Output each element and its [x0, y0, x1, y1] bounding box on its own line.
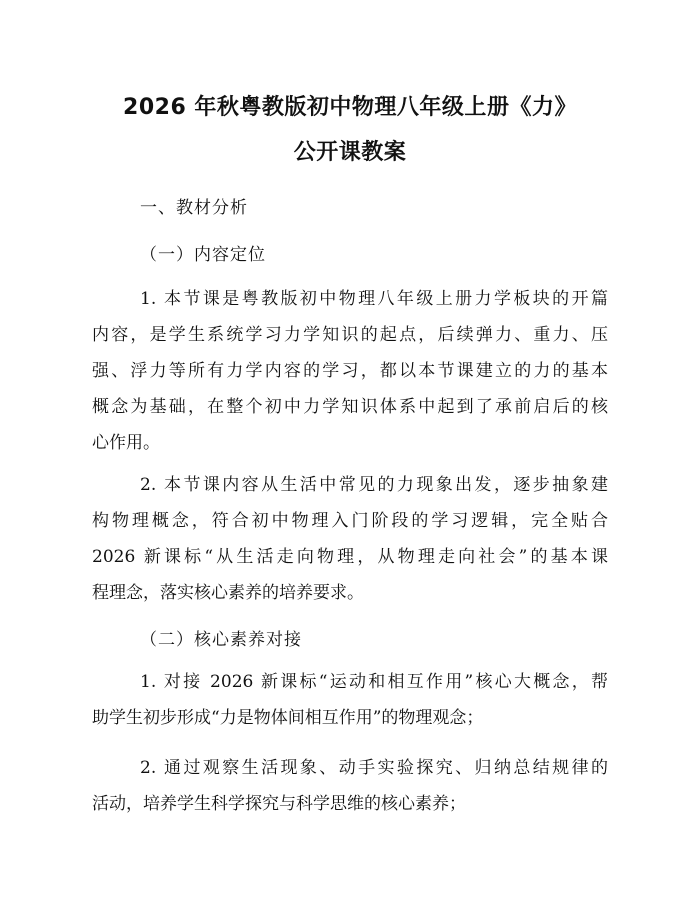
- paragraph-content-positioning-2: [92, 467, 608, 611]
- document-title-line-1: 2026 年秋粤教版初中物理八年级上册《力》: [123, 95, 577, 120]
- paragraph-line: 构物理概念，符合初中物理入门阶段的学习逻辑，完全贴合: [92, 511, 608, 531]
- paragraph-line: 内容，是学生系统学习力学知识的起点，后续弹力、重力、压: [92, 325, 608, 345]
- paragraph-content-positioning-1: [92, 281, 608, 461]
- document-title-line-2: 公开课教案: [293, 140, 407, 165]
- paragraph-line: 1. 对接 2026 新课标“运动和相互作用”核心大概念，帮: [140, 672, 608, 692]
- paragraph-line: 1. 本节课是粤教版初中物理八年级上册力学板块的开篇: [140, 289, 608, 309]
- subsection-heading-content-positioning: （一）内容定位: [140, 245, 266, 265]
- paragraph-line: 2. 通过观察生活现象、动手实验探究、归纳总结规律的: [140, 758, 608, 778]
- paragraph-line: 2. 本节课内容从生活中常见的力现象出发，逐步抽象建: [140, 475, 608, 495]
- subsection-heading-core-literacy: （二）核心素养对接: [140, 630, 302, 650]
- paragraph-line: 强、浮力等所有力学内容的学习，都以本节课建立的力的基本: [92, 361, 608, 381]
- section-heading-textbook-analysis: 一、教材分析: [140, 198, 248, 218]
- paragraph-line: 助学生初步形成“力是物体间相互作用”的物理观念；: [92, 708, 484, 728]
- paragraph-line: 概念为基础，在整个初中力学知识体系中起到了承前启后的核: [92, 397, 608, 417]
- paragraph-line: 程理念，落实核心素养的培养要求。: [92, 583, 364, 603]
- paragraph-core-literacy-2: [92, 750, 608, 822]
- paragraph-line: 2026 新课标“从生活走向物理，从物理走向社会”的基本课: [92, 547, 608, 567]
- paragraph-core-literacy-1: [92, 664, 608, 736]
- paragraph-line: 心作用。: [92, 433, 160, 453]
- paragraph-line: 活动，培养学生科学探究与科学思维的核心素养；: [92, 794, 466, 814]
